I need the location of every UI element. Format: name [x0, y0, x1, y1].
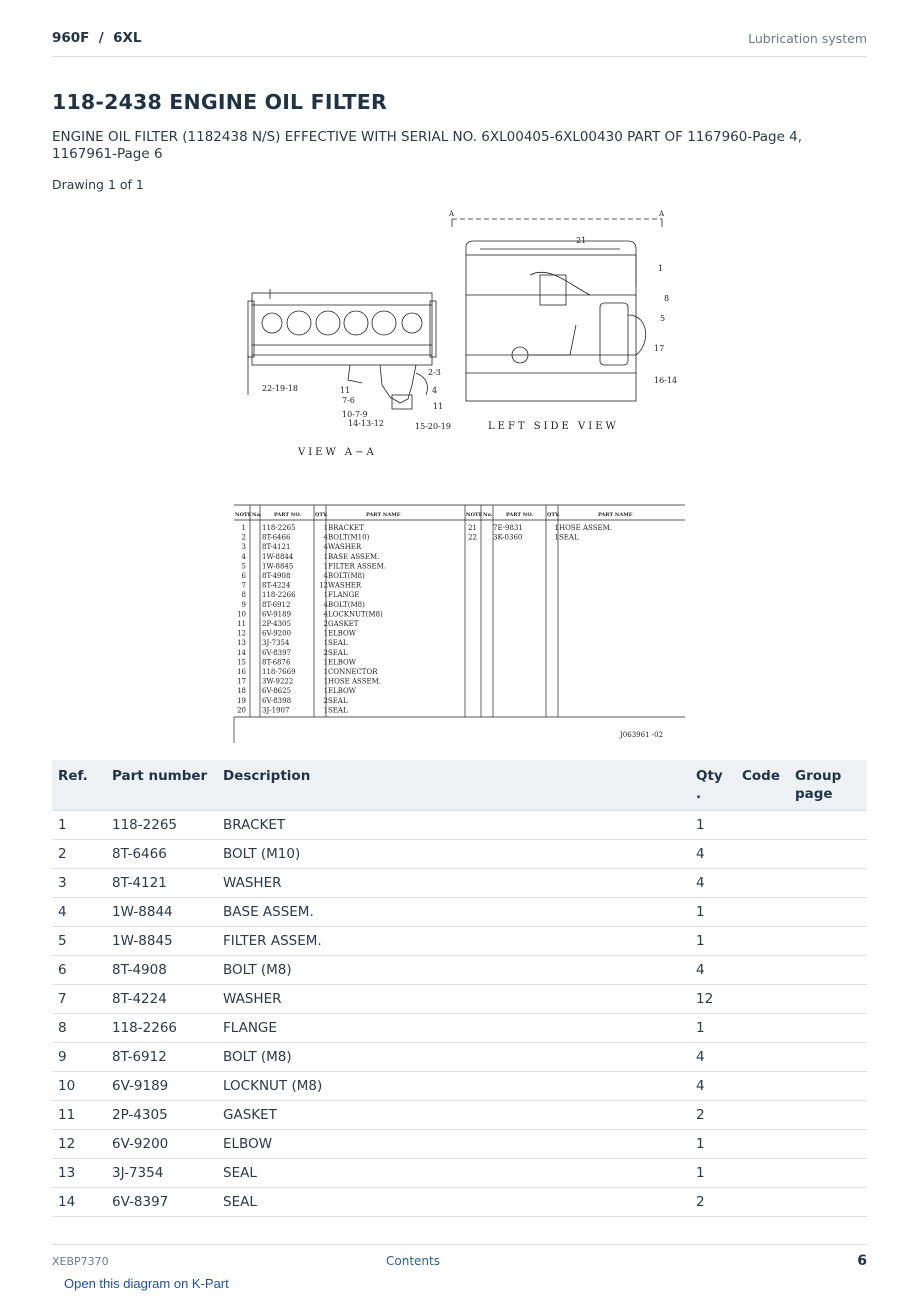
inset-headers [235, 512, 633, 518]
qty-cell: 4 [690, 956, 736, 985]
ref-cell: 14 [52, 1188, 106, 1217]
inset-qty: 1 [554, 533, 559, 542]
inset-header-no: No. [252, 512, 262, 518]
table-row [52, 811, 867, 840]
table-row [52, 1188, 867, 1217]
document-id: XEBP7370 [52, 1255, 109, 1268]
inset-qty: 2 [323, 696, 328, 705]
inset-part-name: SEAL [328, 706, 348, 715]
inset-part-name: HOSE ASSEM. [559, 524, 612, 532]
inset-ref: 19 [237, 696, 246, 705]
diagram-callout: 15-20-19 [415, 422, 451, 431]
inset-part-name: HOSE ASSEM. [328, 677, 381, 686]
col-part-number: Part number [106, 760, 217, 811]
code-cell [736, 956, 789, 985]
inset-ref: 17 [237, 677, 246, 686]
part-number-cell: 8T-4224 [106, 985, 217, 1014]
description-cell: BOLT (M10) [217, 840, 690, 869]
section-label: Lubrication system [748, 31, 867, 46]
group-page-cell [789, 1043, 867, 1072]
qty-cell: 2 [690, 1101, 736, 1130]
inset-ref: 1 [241, 524, 246, 532]
inset-part-no: 3K-0360 [493, 533, 523, 542]
inset-ref: 11 [237, 620, 246, 628]
inset-part-name: BOLT(M10) [328, 533, 370, 542]
inset-part-name: BOLT(M8) [328, 572, 365, 580]
inset-qty: 1 [554, 524, 559, 532]
description-cell: FILTER ASSEM. [217, 927, 690, 956]
ref-cell: 2 [52, 840, 106, 869]
diagram-callout: 7-6 [342, 396, 355, 405]
inset-qty: 1 [323, 639, 328, 648]
code-cell [736, 1130, 789, 1159]
part-number-cell: 6V-9200 [106, 1130, 217, 1159]
ref-cell: 8 [52, 1014, 106, 1043]
qty-cell: 1 [690, 898, 736, 927]
col-ref: Ref. [52, 760, 106, 811]
inset-part-no: 118-2265 [262, 524, 296, 532]
col-qty: Qty . [690, 760, 736, 811]
part-number-cell: 8T-4121 [106, 869, 217, 898]
ref-cell: 12 [52, 1130, 106, 1159]
diagram-callout: 22-19-18 [262, 384, 298, 393]
part-number-cell: 3J-7354 [106, 1159, 217, 1188]
inset-header-no-2: No. [483, 512, 493, 518]
inset-part-no: 6V-8625 [262, 687, 292, 696]
inset-part-name: BRACKET [328, 524, 364, 532]
col-code: Code [736, 760, 789, 811]
inset-part-no: 118-2266 [262, 591, 296, 600]
description-cell: WASHER [217, 985, 690, 1014]
inset-ref: 13 [237, 639, 246, 648]
ref-cell: 13 [52, 1159, 106, 1188]
left-view-label: LEFT SIDE VIEW [488, 421, 619, 432]
inset-ref: 20 [237, 706, 246, 715]
table-row [52, 1072, 867, 1101]
description-cell: GASKET [217, 1101, 690, 1130]
inset-qty: 4 [323, 610, 328, 619]
inset-ref: 14 [237, 648, 246, 657]
table-row [52, 985, 867, 1014]
part-number-cell: 8T-4908 [106, 956, 217, 985]
inset-part-no: 8T-6912 [262, 600, 291, 609]
kpart-link[interactable]: Open this diagram on K-Part [64, 1276, 229, 1291]
diagram-callout: 4 [432, 386, 438, 395]
page-header [52, 28, 867, 57]
diagram-callout: 14-13-12 [348, 419, 384, 428]
qty-cell: 4 [690, 840, 736, 869]
col-description: Description [217, 760, 690, 811]
inset-ref: 4 [241, 552, 246, 561]
diagram-callout: 21 [576, 236, 587, 245]
inset-part-name: ELBOW [328, 687, 356, 696]
diagram-callout: 16-14 [654, 376, 678, 385]
inset-part-no: 2P-4305 [262, 620, 291, 628]
diagram-callout: 2-3 [428, 368, 441, 377]
group-page-cell [789, 927, 867, 956]
table-row [52, 1159, 867, 1188]
inset-qty: 1 [323, 629, 328, 638]
inset-part-no: 8T-6466 [262, 533, 291, 542]
inset-qty: 1 [323, 591, 328, 600]
code-cell [736, 1014, 789, 1043]
inset-part-no: 1W-8845 [262, 562, 294, 571]
section-mark-right: A [659, 210, 665, 218]
inset-ref: 7 [241, 581, 246, 590]
inset-part-no: 3J-7354 [262, 639, 290, 648]
inset-part-no: 6V-9189 [262, 610, 292, 619]
description-cell: BASE ASSEM. [217, 898, 690, 927]
qty-cell: 12 [690, 985, 736, 1014]
description-cell: ELBOW [217, 1130, 690, 1159]
inset-part-name: SEAL [328, 639, 348, 648]
ref-cell: 3 [52, 869, 106, 898]
inset-qty: 1 [323, 524, 328, 532]
inset-qty: 1 [323, 706, 328, 715]
table-row [52, 956, 867, 985]
ref-cell: 11 [52, 1101, 106, 1130]
inset-header-partno: PART NO. [274, 512, 302, 518]
code-cell [736, 1072, 789, 1101]
table-row [52, 869, 867, 898]
inset-ref: 2 [241, 533, 246, 542]
inset-ref: 15 [237, 658, 246, 667]
part-number-cell: 8T-6466 [106, 840, 217, 869]
ref-cell: 10 [52, 1072, 106, 1101]
inset-part-name: WASHER [328, 581, 362, 590]
inset-qty: 2 [323, 620, 328, 628]
code-cell [736, 1188, 789, 1217]
group-page-cell [789, 1101, 867, 1130]
qty-cell: 4 [690, 869, 736, 898]
diagram-callout: 5 [660, 314, 666, 323]
inset-header-note-2: NOTE [466, 512, 483, 518]
inset-part-name: SEAL [328, 648, 348, 657]
qty-cell: 1 [690, 1159, 736, 1188]
inset-qty: 12 [319, 581, 328, 590]
table-row [52, 1130, 867, 1159]
inset-ref: 21 [468, 524, 477, 532]
model-label: 960F / 6XL [52, 30, 142, 46]
engine-side-view [452, 219, 665, 401]
ref-cell: 9 [52, 1043, 106, 1072]
inset-qty: 1 [323, 677, 328, 686]
inset-ref: 10 [237, 610, 246, 619]
inset-part-no: 8T-6876 [262, 658, 291, 667]
code-cell [736, 898, 789, 927]
inset-part-name: ELBOW [328, 629, 356, 638]
diagram-callout: 10-7-9 [342, 410, 368, 419]
contents-link[interactable]: Contents [386, 1254, 440, 1268]
group-page-cell [789, 869, 867, 898]
inset-ref: 12 [237, 629, 246, 638]
inset-qty: 4 [323, 543, 328, 552]
inset-part-name: FILTER ASSEM. [328, 562, 386, 571]
view-a-label: VIEW A−A [298, 447, 377, 458]
inset-parts-list [234, 505, 685, 743]
group-page-cell [789, 1130, 867, 1159]
inset-part-no: 7E-9831 [493, 524, 523, 532]
drawing-counter: Drawing 1 of 1 [52, 177, 144, 192]
parts-table [52, 760, 867, 1217]
col-group-page: Group page [789, 760, 867, 811]
group-page-cell [789, 1159, 867, 1188]
inset-part-name: FLANGE [328, 591, 360, 600]
group-page-cell [789, 1188, 867, 1217]
inset-part-no: 6V-9200 [262, 629, 292, 638]
inset-part-no: 118-7669 [262, 668, 296, 676]
inset-part-no: 3J-1907 [262, 706, 290, 715]
group-page-cell [789, 898, 867, 927]
qty-cell: 4 [690, 1043, 736, 1072]
inset-qty: 4 [323, 533, 328, 542]
ref-cell: 6 [52, 956, 106, 985]
group-page-cell [789, 956, 867, 985]
description-cell: LOCKNUT (M8) [217, 1072, 690, 1101]
diagram-callout: 11 [433, 402, 444, 411]
code-cell [736, 927, 789, 956]
diagram-callout: 1 [658, 264, 664, 273]
table-row [52, 927, 867, 956]
inset-ref: 16 [237, 668, 246, 676]
code-cell [736, 1159, 789, 1188]
diagram-callout: 17 [654, 344, 665, 353]
description-cell: BOLT (M8) [217, 956, 690, 985]
ref-cell: 5 [52, 927, 106, 956]
inset-qty: 1 [323, 658, 328, 667]
part-number-cell: 1W-8845 [106, 927, 217, 956]
inset-qty: 1 [323, 687, 328, 696]
inset-part-name: LOCKNUT(M8) [328, 610, 383, 619]
inset-part-name: BASE ASSEM. [328, 552, 380, 561]
diagram-callouts [262, 236, 677, 431]
ref-cell: 1 [52, 811, 106, 840]
part-number-cell: 118-2265 [106, 811, 217, 840]
inset-header-qty: QTY. [315, 512, 328, 518]
code-cell [736, 1043, 789, 1072]
inset-qty: 1 [323, 562, 328, 571]
inset-qty: 2 [323, 648, 328, 657]
part-number-cell: 2P-4305 [106, 1101, 217, 1130]
code-cell [736, 985, 789, 1014]
inset-ref: 8 [241, 591, 246, 600]
part-number-cell: 118-2266 [106, 1014, 217, 1043]
table-row [52, 1101, 867, 1130]
part-number-cell: 1W-8844 [106, 898, 217, 927]
code-cell [736, 811, 789, 840]
inset-ref: 9 [241, 600, 246, 609]
inset-part-no: 8T-4908 [262, 572, 291, 580]
qty-cell: 1 [690, 927, 736, 956]
description-cell: SEAL [217, 1188, 690, 1217]
table-row [52, 898, 867, 927]
inset-ref: 3 [241, 543, 246, 552]
group-page-cell [789, 840, 867, 869]
inset-part-name: BOLT(M8) [328, 600, 365, 609]
inset-qty: 4 [323, 600, 328, 609]
page-number: 6 [857, 1253, 867, 1269]
description-cell: FLANGE [217, 1014, 690, 1043]
inset-part-no: 3W-9222 [262, 677, 294, 686]
code-cell [736, 1101, 789, 1130]
inset-part-name: SEAL [328, 696, 348, 705]
parts-table-header [52, 760, 867, 811]
inset-qty: 1 [323, 552, 328, 561]
code-cell [736, 869, 789, 898]
description-cell: BOLT (M8) [217, 1043, 690, 1072]
inset-header-name: PART NAME [366, 512, 401, 518]
inset-part-name: ELBOW [328, 658, 356, 667]
qty-cell: 2 [690, 1188, 736, 1217]
qty-cell: 1 [690, 1130, 736, 1159]
description-cell: BRACKET [217, 811, 690, 840]
inset-part-name: SEAL [559, 533, 579, 542]
inset-ref: 6 [241, 572, 246, 580]
ref-cell: 4 [52, 898, 106, 927]
diagram-callout: 11 [340, 386, 351, 395]
qty-cell: 4 [690, 1072, 736, 1101]
inset-header-note: NOTE [235, 512, 252, 518]
part-number-cell: 6V-9189 [106, 1072, 217, 1101]
group-page-cell [789, 1014, 867, 1043]
part-number-cell: 6V-8397 [106, 1188, 217, 1217]
description-cell: SEAL [217, 1159, 690, 1188]
inset-ref: 5 [241, 562, 246, 571]
inset-ref: 18 [237, 687, 246, 696]
inset-qty: 4 [323, 572, 328, 580]
parts-diagram[interactable] [230, 205, 690, 745]
inset-part-name: WASHER [328, 543, 362, 552]
inset-ref: 22 [468, 533, 477, 542]
inset-part-no: 1W-8844 [262, 552, 294, 561]
inset-header-name-2: PART NAME [598, 512, 633, 518]
group-page-cell [789, 811, 867, 840]
page-title: 118-2438 ENGINE OIL FILTER [52, 90, 387, 114]
inset-header-qty-2: QTY. [547, 512, 560, 518]
description-cell: WASHER [217, 869, 690, 898]
inset-rows [237, 524, 612, 714]
qty-cell: 1 [690, 811, 736, 840]
inset-part-no: 8T-4121 [262, 543, 291, 552]
ref-cell: 7 [52, 985, 106, 1014]
page-subtitle: ENGINE OIL FILTER (1182438 N/S) EFFECTIVE WITH SERIAL NO. 6XL00405-6XL00430 PART OF 1167960-Page 4, 1167961-Page 6 [52, 129, 803, 162]
section-mark-left: A [449, 210, 455, 218]
inset-qty: 1 [323, 668, 328, 676]
group-page-cell [789, 1072, 867, 1101]
code-cell [736, 840, 789, 869]
inset-part-no: 8T-4224 [262, 581, 291, 590]
inset-part-name: CONNECTOR [328, 668, 378, 676]
inset-header-partno-2: PART NO. [506, 512, 534, 518]
part-number-cell: 8T-6912 [106, 1043, 217, 1072]
group-page-cell [789, 985, 867, 1014]
inset-part-name: GASKET [328, 620, 359, 628]
diagram-callout: 8 [664, 294, 670, 303]
table-row [52, 840, 867, 869]
drawing-code: J063961 -02 [620, 731, 664, 739]
inset-part-no: 6V-8397 [262, 648, 292, 657]
table-row [52, 1043, 867, 1072]
table-row [52, 1014, 867, 1043]
inset-part-no: 6V-8398 [262, 696, 292, 705]
page-footer [52, 1244, 867, 1275]
qty-cell: 1 [690, 1014, 736, 1043]
